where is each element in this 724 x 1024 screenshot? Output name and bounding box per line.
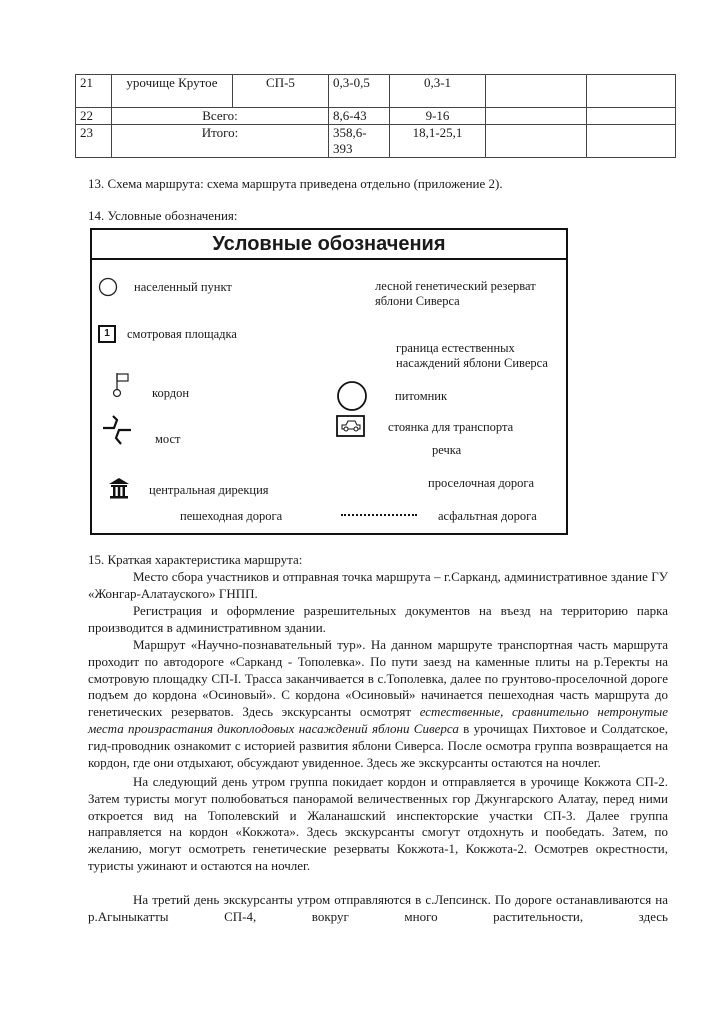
paragraph: Место сбора участников и отправная точка маршрута – г.Сарканд, административное здание ГУ «Жонгар-Алатауского» ГНПП. bbox=[88, 569, 668, 601]
legend-viewpoint: смотровая площадка bbox=[127, 327, 237, 341]
cell-num: 21 bbox=[76, 75, 112, 108]
cell-empty bbox=[486, 125, 587, 158]
legend-title: Условные обозначения bbox=[92, 230, 566, 260]
cell-empty bbox=[587, 108, 676, 125]
cell-label: Итого: bbox=[112, 125, 329, 158]
cell-c4: 0,3-0,5 bbox=[329, 75, 390, 108]
section-13: 13. Схема маршрута: схема маршрута приведена отдельно (приложение 2). bbox=[88, 176, 503, 191]
paragraph: На следующий день утром группа покидает кордон и отправляется в урочище Кокжота СП-2. Затем туристы могут полюбоваться панорамой величественных гор Джунгарского Алатау, перед ними откроется вид на Тополевский и Жаланашский инспекторские участки СП-3. Далее группа направляется на кордон «Кокжота». Здесь экскурсанты смогут отдохнуть и пообедать. Затем, по желанию, могут осмотреть генетические резерваты Кокжота-1, Кокжота-2. Осмотрев окрестности, туристы ужинают и остаются на ночлег. bbox=[88, 774, 668, 873]
legend-directorate: центральная дирекция bbox=[149, 483, 269, 497]
legend-footpath: пешеходная дорога bbox=[180, 509, 283, 523]
cell-c4: 8,6-43 bbox=[329, 108, 390, 125]
legend-river: речка bbox=[432, 443, 462, 457]
paragraph-text: Маршрут «Научно-познавательный тур». На данном маршруте транспортная часть маршрута проходит по автодороге «Сарканд - Тополевка». По пути заезд на каменные плиты на р.Теректы на смотровую площадку СП-I. Трасса заканчивается в с.Тополевка, далее по грунтово-проселочной дороге подъем до кордона «Осиновый». С кордона «Осиновый» начинается пешеходная часть маршрута до генетических резерватов. Здесь экскурсанты осмотрят bbox=[88, 637, 668, 720]
cell-empty bbox=[587, 75, 676, 108]
table-row bbox=[76, 108, 676, 125]
cell-empty bbox=[486, 108, 587, 125]
paragraph bbox=[88, 637, 668, 771]
legend-parking: стоянка для транспорта bbox=[388, 420, 514, 434]
legend-settlement: населенный пункт bbox=[134, 280, 232, 294]
legend-bridge: мост bbox=[155, 432, 181, 446]
legend-nursery: питомник bbox=[395, 389, 448, 403]
cell-name: урочище Крутое bbox=[112, 75, 233, 108]
numbered-box-icon: 1 bbox=[98, 325, 116, 343]
cell-c5: 9-16 bbox=[390, 108, 486, 125]
cell-c5: 18,1-25,1 bbox=[390, 125, 486, 158]
legend-asphalt-road: асфальтная дорога bbox=[438, 509, 537, 523]
legend-forest-reserve: лесной генетический резерват яблони Сиверса bbox=[375, 279, 536, 308]
section-14: 14. Условные обозначения: bbox=[88, 208, 238, 223]
cell-empty bbox=[587, 125, 676, 158]
section-15-heading: 15. Краткая характеристика маршрута: bbox=[88, 552, 303, 567]
legend-dirt-road: проселочная дорога bbox=[428, 476, 535, 490]
large-circle-icon bbox=[336, 380, 368, 412]
cell-label: Всего: bbox=[112, 108, 329, 125]
cell-c5: 0,3-1 bbox=[390, 75, 486, 108]
legend-boundary: граница естественных насаждений яблони Сиверса bbox=[396, 341, 548, 370]
cell-num: 22 bbox=[76, 108, 112, 125]
cell-num: 23 bbox=[76, 125, 112, 158]
cell-c4: 358,6-393 bbox=[329, 125, 390, 158]
legend-cordon: кордон bbox=[152, 386, 190, 400]
dotted-line-icon bbox=[341, 514, 417, 516]
paragraph-text: в урочищах Пихтовое и Солдатское, гид-проводник ознакомит с историей развития яблони Сиверса. После осмотра группа возвращается на кордон, где они отдыхают, обсуждают увиденное. Здесь же экскурсанты остаются на ночлег. bbox=[88, 720, 668, 770]
cell-point: СП-5 bbox=[233, 75, 329, 108]
table-row bbox=[76, 75, 676, 108]
bridge-icon bbox=[101, 414, 133, 446]
flag-icon bbox=[110, 371, 132, 399]
route-table bbox=[75, 74, 676, 158]
car-icon bbox=[336, 415, 366, 438]
building-icon bbox=[107, 476, 131, 500]
table-row bbox=[76, 125, 676, 158]
cell-empty bbox=[486, 75, 587, 108]
italic-text: естественные, сравнительно нетронутые места произрастания дикоплодовых насаждений яблони Сиверса bbox=[88, 704, 668, 736]
paragraph: На третий день экскурсанты утром отправляются в с.Лепсинск. По дороге останавливаются на р.Агыныкатты СП-4, вокруг много растительности, здесь bbox=[88, 892, 668, 924]
paragraph: Регистрация и оформление разрешительных документов на въезд на территорию парка производится в административном здании. bbox=[88, 603, 668, 635]
small-circle-icon bbox=[98, 277, 118, 297]
